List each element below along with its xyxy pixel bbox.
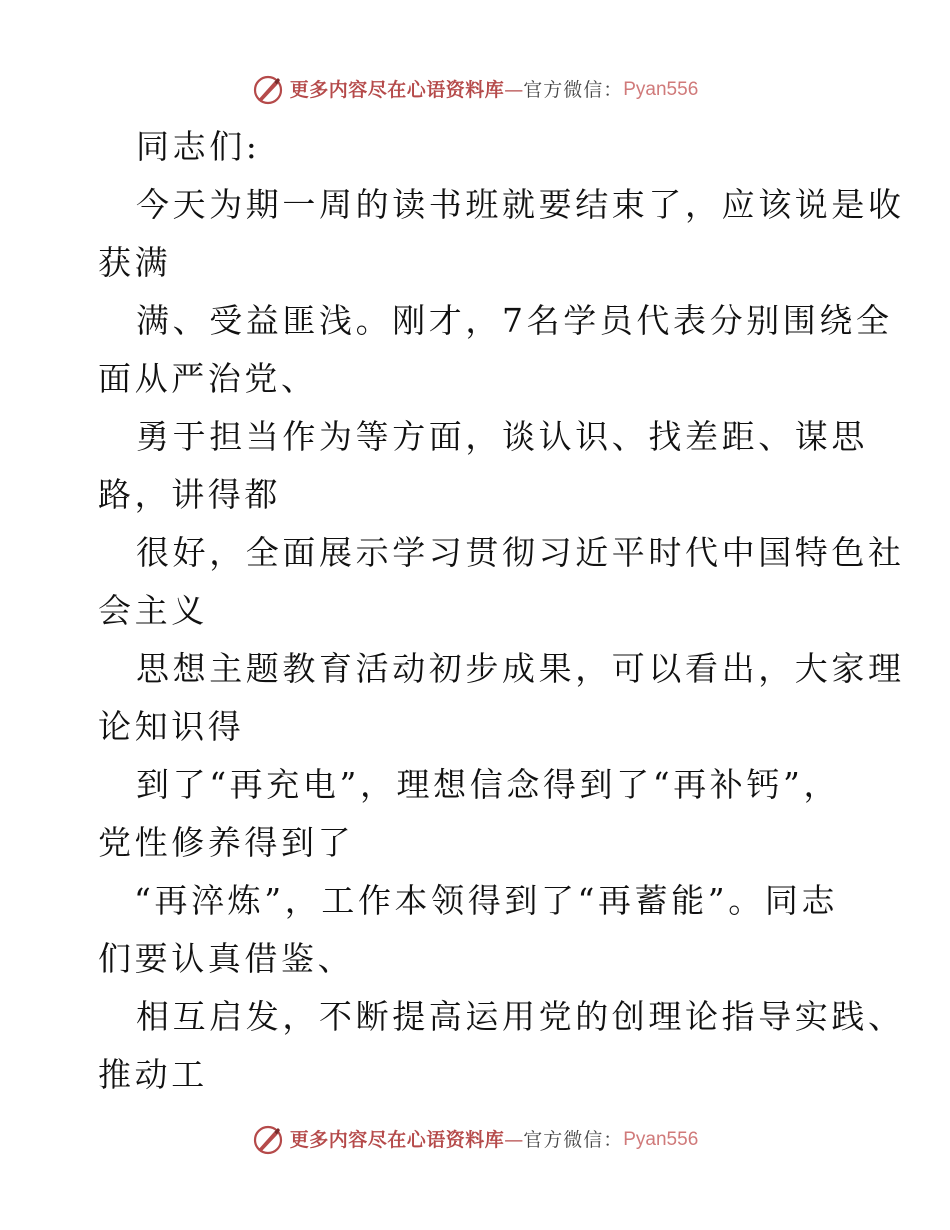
pen-logo-icon: [252, 74, 284, 106]
header-watermark: [0, 74, 950, 106]
footer-library-name: 更多内容尽在心语资料库: [289, 1129, 505, 1151]
text-line: 到了“再充电”，理想信念得到了“再补钙”，: [136, 765, 841, 804]
header-dash: —: [504, 79, 524, 101]
text-line: 思想主题教育活动初步成果，可以看出，大家理: [136, 649, 905, 688]
text-line: 今天为期一周的读书班就要结束了，应该说是收: [136, 185, 905, 224]
text-line: 会主义: [98, 591, 208, 630]
text-line: 论知识得: [98, 707, 245, 746]
text-line: 面从严治党、: [98, 359, 318, 398]
footer-watermark: [0, 1124, 950, 1156]
text-line: 很好，全面展示学习贯彻习近平时代中国特色社: [136, 533, 905, 572]
header-wechat-handle: Pyan556: [623, 79, 699, 100]
text-line: 满、受益匪浅。刚才，7名学员代表分别围绕全: [136, 301, 893, 340]
text-line: 推动工: [98, 1055, 208, 1094]
footer-dash: —: [504, 1129, 524, 1151]
footer-wechat-label: 官方微信：: [523, 1129, 624, 1151]
text-line: 们要认真借鉴、: [98, 939, 355, 978]
header-library-name: 更多内容尽在心语资料库: [289, 79, 505, 101]
text-line: 相互启发，不断提高运用党的创理论指导实践、: [136, 997, 905, 1036]
header-wechat-label: 官方微信：: [523, 79, 624, 101]
text-line: 获满: [98, 243, 172, 282]
pen-logo-icon: [252, 1124, 284, 1156]
text-line: “再淬炼”，工作本领得到了“再蓄能”。同志: [134, 881, 839, 920]
text-line: 勇于担当作为等方面，谈认识、找差距、谋思: [136, 417, 868, 456]
text-line: 同志们:: [136, 127, 261, 166]
footer-wechat-handle: Pyan556: [623, 1129, 699, 1150]
text-line: 党性修养得到了: [98, 823, 355, 862]
document-body: [98, 118, 905, 1104]
text-line: 路，讲得都: [98, 475, 281, 514]
